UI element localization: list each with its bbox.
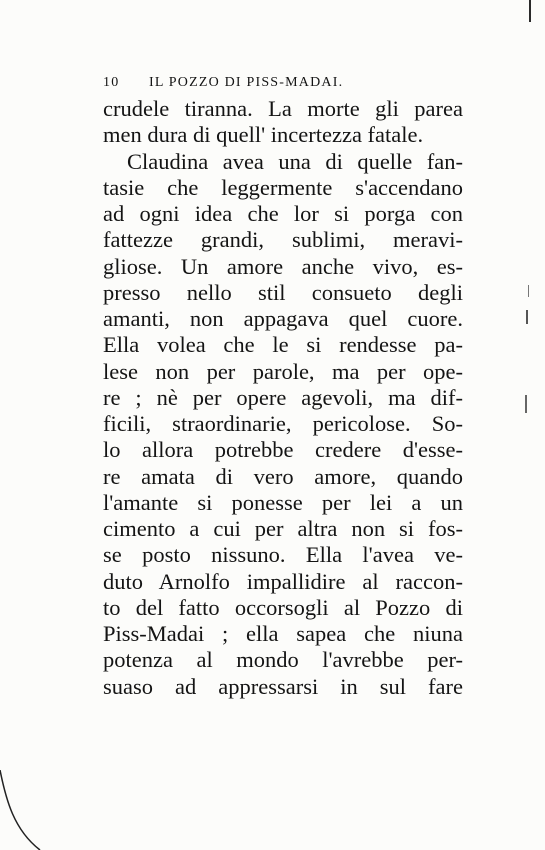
text-line: ad ogni idea che lor si porga con (103, 201, 463, 226)
text-line: Ella volea che le si rendesse pa- (103, 332, 463, 358)
text-line: fattezze grandi, sublimi, meravi- (103, 227, 463, 253)
paragraph-start-line: Claudina avea una di quelle fan- (127, 148, 463, 174)
page-number: 10 (103, 75, 120, 90)
text-line: suaso ad appressarsi in sul fare (103, 673, 463, 699)
scan-edge-mark (529, 0, 531, 22)
text-line: duto Arnolfo impallidire al raccon- (103, 568, 463, 594)
text-line: gliose. Un amore anche vivo, es- (103, 253, 463, 279)
text-line: Piss-Madai ; ella sapea che niuna (103, 621, 463, 646)
text-line: amanti, non appagava quel cuore. (103, 306, 463, 331)
text-line: crudele tiranna. La morte gli parea (103, 96, 463, 121)
page-curl-edge (0, 770, 60, 850)
text-line: potenza al mondo l'avrebbe per- (103, 647, 463, 673)
text-line: to del fatto occorsogli al Pozzo di (103, 594, 463, 620)
text-line: l'amante si ponesse per lei a un (103, 489, 463, 515)
text-line: presso nello stil consueto degli (103, 279, 463, 305)
text-line: lese non per parole, ma per ope- (103, 358, 463, 384)
scan-edge-mark (525, 395, 527, 413)
running-title: IL POZZO DI PISS-MADAI. (149, 75, 344, 90)
body-text (103, 96, 463, 700)
text-line: ficili, straordinarie, pericolose. So- (103, 411, 463, 436)
text-line: tasie che leggermente s'accendano (103, 174, 463, 200)
text-line: se posto nissuno. Ella l'avea ve- (103, 542, 463, 568)
text-line: re amata di vero amore, quando (103, 463, 463, 489)
text-line: men dura di quell' incertezza fatale. (103, 122, 424, 148)
scan-edge-mark (528, 285, 529, 297)
text-line: lo allora potrebbe credere d'esse- (103, 437, 463, 463)
scan-edge-mark (526, 310, 528, 324)
text-line: cimento a cui per altra non si fos- (103, 516, 463, 541)
text-line: re ; nè per opere agevoli, ma dif- (103, 384, 463, 410)
